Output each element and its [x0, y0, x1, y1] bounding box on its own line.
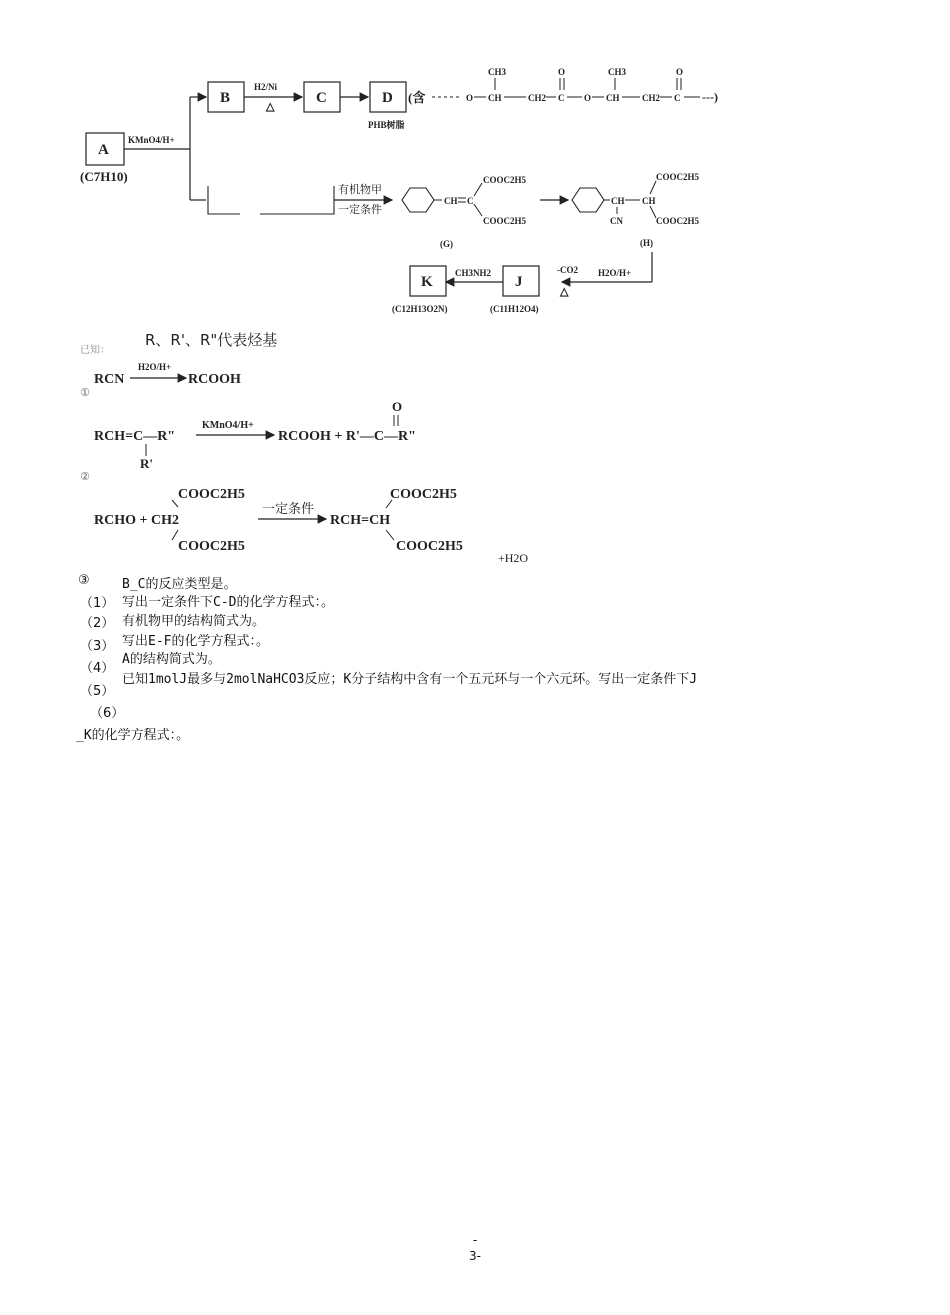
r3-water: +H2O [498, 551, 529, 565]
polymer-ch3-1: CH3 [488, 67, 506, 77]
heat-symbol-1: △ [266, 101, 275, 113]
marker-1: （1） [80, 596, 115, 611]
r3-product-top: COOC2H5 [390, 487, 457, 502]
reagent-h2ni: H2/Ni [254, 82, 278, 92]
benzene-ring-H [572, 188, 604, 212]
marker-2: （2） [80, 616, 115, 631]
polymer-ch-1: CH [488, 93, 502, 103]
r1-reagent: H2O/H+ [138, 362, 172, 372]
marker-3b: （3） [80, 639, 115, 654]
r1-product: RCOOH [188, 372, 241, 387]
reagent-ch3nh2: CH3NH2 [455, 268, 491, 278]
r3-sub-bottom: COOC2H5 [178, 539, 245, 554]
question-6: 已知1molJ最多与2molNaHCO3反应；K分子结构中含有一个五元环与一个六元环。写出一定条件下J [122, 672, 698, 687]
r2-number: ② [80, 470, 90, 483]
reagent-h2o-h: H2O/H+ [598, 268, 632, 278]
r1-number: ① [80, 386, 90, 399]
question-4: 写出E-F的化学方程式：。 [122, 634, 269, 649]
marker-5: （5） [80, 684, 115, 699]
reagent-kmno4: KMnO4/H+ [128, 135, 175, 145]
polymer-ch2-2: CH2 [642, 93, 660, 103]
G-ch: CH [444, 196, 458, 206]
marker-3: ③ [78, 573, 90, 588]
polymer-o-carbonyl-1: O [558, 67, 566, 77]
label-J: J [515, 274, 523, 290]
r3-product-bottom: COOC2H5 [396, 539, 463, 554]
question-6-continued: _K的化学方程式：。 [76, 728, 190, 743]
marker-4: （4） [80, 661, 115, 676]
synthesis-scheme [0, 0, 950, 320]
known-reactions [0, 320, 950, 570]
H-cn: CN [610, 216, 623, 226]
polymer-c-2: C [674, 93, 681, 103]
formula-J: (C11H12O4) [490, 304, 539, 314]
H-cooc2h5-bottom: COOC2H5 [656, 216, 700, 226]
question-3: 有机物甲的结构简式为。 [122, 614, 266, 629]
reagent-condition-1: 一定条件 [338, 203, 382, 216]
formula-K: (C12H13O2N) [392, 304, 448, 314]
reagent-co2: -CO2 [557, 265, 578, 275]
footer-dash: - [472, 1233, 478, 1247]
r-groups-note: R、R'、R"代表烃基 [145, 331, 278, 349]
polymer-o-carbonyl-2: O [676, 67, 684, 77]
question-2: 写出一定条件下C-D的化学方程式：。 [122, 595, 334, 610]
marker-6: （6） [90, 706, 125, 721]
r2-substituent: R' [140, 456, 153, 471]
polymer-o-1: O [466, 93, 474, 103]
r2-oxygen: O [392, 399, 403, 414]
r3-sub-top: COOC2H5 [178, 487, 245, 502]
G-c: C [467, 196, 474, 206]
r3-reagent: 一定条件 [262, 502, 315, 517]
label-B: B [220, 90, 231, 106]
H-cooc2h5-top: COOC2H5 [656, 172, 700, 182]
label-K: K [421, 274, 433, 290]
question-1: B_C的反应类型是。 [122, 577, 237, 592]
r2-reagent: KMnO4/H+ [202, 420, 254, 431]
polymer-ch2-1: CH2 [528, 93, 546, 103]
polymer-ch3-2: CH3 [608, 67, 626, 77]
r3-product: RCH=CH [330, 513, 391, 528]
r2-reactant: RCH=C—R" [94, 429, 176, 444]
polymer-ch-2: CH [606, 93, 620, 103]
r1-reactant: RCN [94, 372, 125, 387]
G-cooc2h5-bottom: COOC2H5 [483, 216, 527, 226]
question-5: A的结构简式为。 [122, 652, 221, 667]
label-phb: PHB树脂 [368, 120, 405, 130]
r2-products: RCOOH + R'—C—R" [278, 429, 416, 444]
H-ch-1: CH [611, 196, 625, 206]
formula-A: (C7H10) [80, 169, 128, 184]
label-G: (G) [440, 239, 453, 249]
page-number: 3- [469, 1249, 481, 1263]
G-cooc2h5-top: COOC2H5 [483, 175, 527, 185]
reagent-organic-jia: 有机物甲 [338, 183, 382, 196]
polymer-o-2: O [584, 93, 592, 103]
label-C: C [316, 90, 327, 106]
label-contains: (含 [408, 90, 426, 105]
H-ch-2: CH [642, 196, 656, 206]
benzene-ring-G [402, 188, 434, 212]
heat-symbol-2: △ [560, 286, 569, 298]
label-H: (H) [640, 238, 653, 248]
polymer-end: ---) [702, 90, 718, 104]
known-label: 已知： [80, 345, 110, 356]
polymer-c-1: C [558, 93, 565, 103]
r3-reactant: RCHO + CH2 [94, 513, 179, 528]
label-A: A [98, 142, 109, 158]
label-D: D [382, 90, 393, 106]
